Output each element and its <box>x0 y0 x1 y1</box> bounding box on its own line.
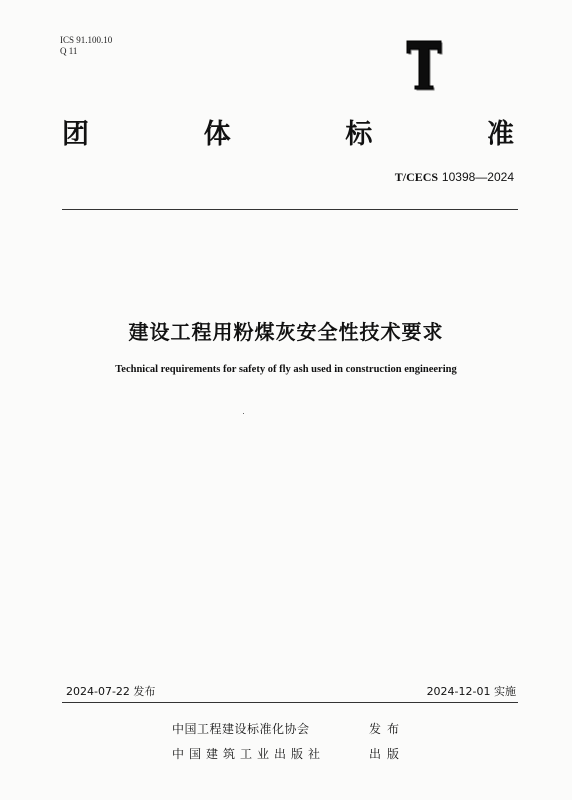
issue-date: 2024-07-22 发布 <box>66 685 156 698</box>
english-title: Technical requirements for safety of fly ash used in construction engineering <box>115 364 457 375</box>
t-logo-icon <box>404 38 444 92</box>
heading-char-3: 标 <box>345 118 373 150</box>
heading-char-4: 准 <box>486 118 514 150</box>
implementation-date: 2024-12-01 实施 <box>426 685 516 698</box>
classification-codes <box>60 35 112 57</box>
standard-code-prefix: T/CECS <box>394 170 439 184</box>
top-divider <box>62 209 518 210</box>
ccs-code: Q 11 <box>60 46 78 56</box>
bottom-divider <box>62 702 518 703</box>
press-action: 出版 <box>369 747 406 761</box>
ics-code: ICS 91.100.10 <box>60 35 113 45</box>
heading-char-2: 体 <box>203 118 231 150</box>
standard-code <box>395 170 514 185</box>
issuer-action: 发布 <box>369 722 406 736</box>
heading-char-1: 团 <box>62 118 89 150</box>
scan-speck <box>243 413 244 414</box>
chinese-title: 建设工程用粉煤灰安全性技术要求 <box>128 320 444 344</box>
press-name: 中国建筑工业出版社 <box>172 747 326 761</box>
standard-code-number: 10398—2024 <box>441 170 514 184</box>
standard-type-heading <box>62 114 514 148</box>
issuer-name: 中国工程建设标准化协会 <box>172 722 310 736</box>
